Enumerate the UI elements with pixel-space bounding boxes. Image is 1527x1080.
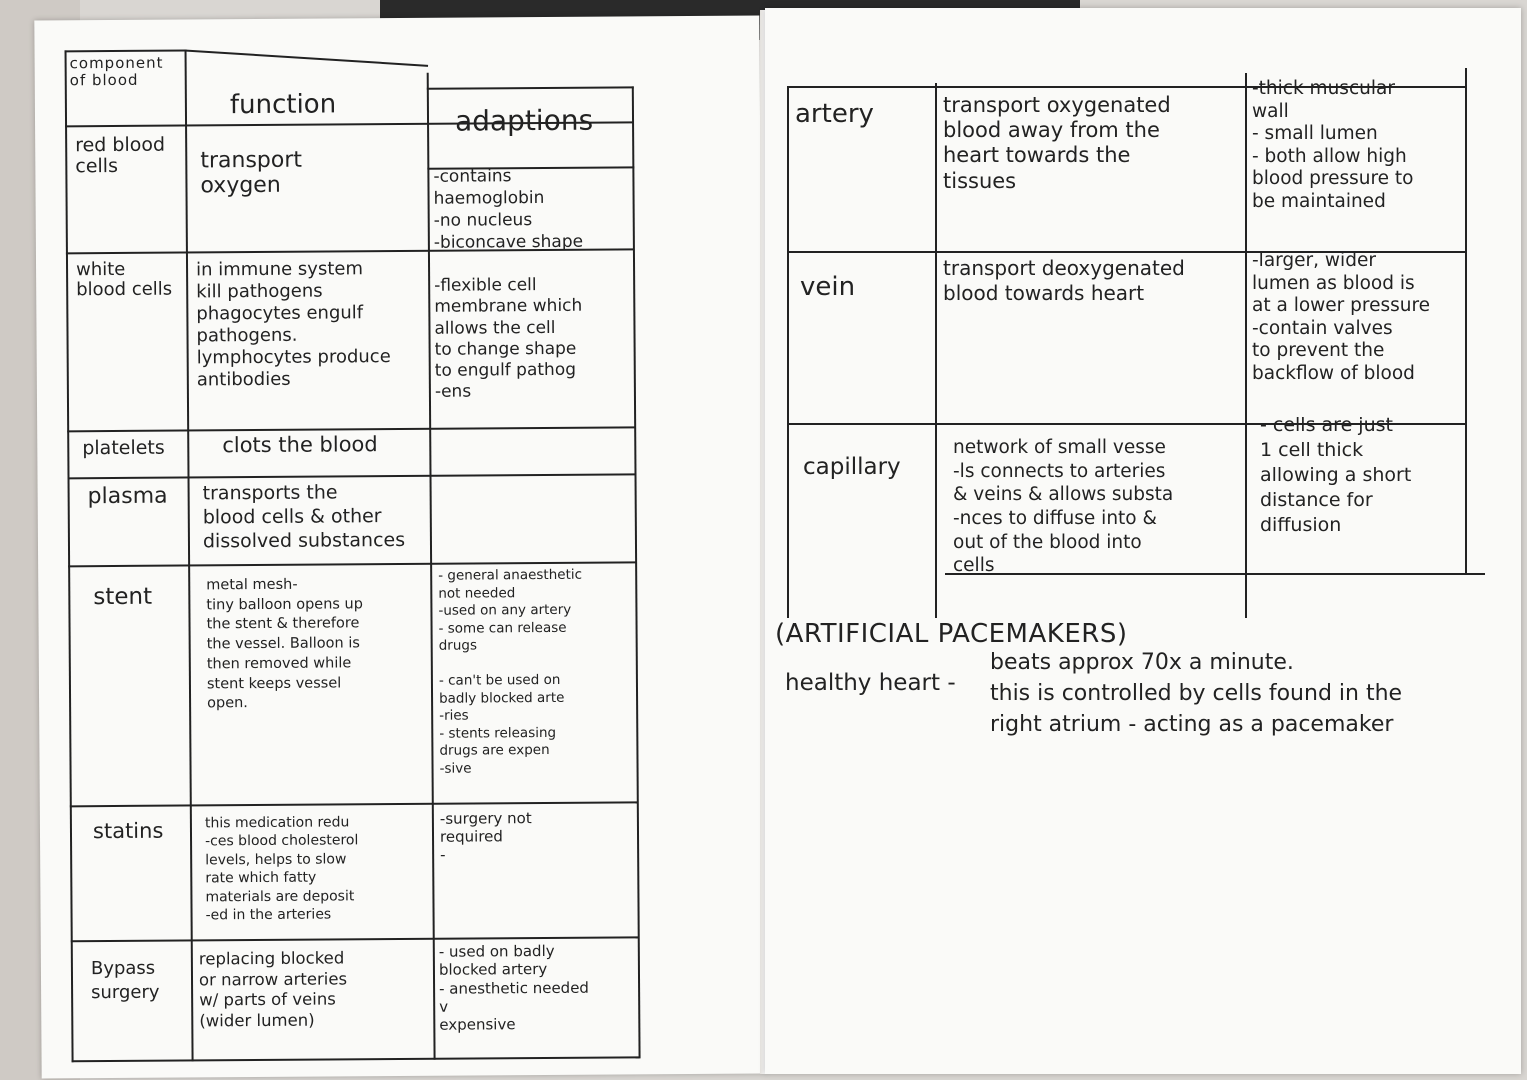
row-divider bbox=[68, 473, 636, 479]
vessel-adaptions: -thick muscular wall - small lumen - both allow high blood pressure to be maintained bbox=[1252, 78, 1414, 212]
table-border bbox=[72, 1056, 640, 1062]
table-divider bbox=[935, 83, 937, 618]
row-function: replacing blocked or narrow arteries w/ parts of veins (wider lumen) bbox=[198, 948, 348, 1031]
row-adaptions: - general anaesthetic not needed -used on any artery - some can release drugs - can't be used on badly blocked arte -ries - stents releasing drugs are expen -sive bbox=[438, 566, 583, 777]
pacemakers-heading: (ARTIFICIAL PACEMAKERS) bbox=[775, 619, 1128, 649]
row-component: platelets bbox=[82, 436, 165, 460]
pacemakers-text: beats approx 70x a minute. this is controlled by cells found in the right atrium - acting as a pacemaker bbox=[990, 650, 1403, 737]
table-divider bbox=[1245, 73, 1247, 618]
vessel-name: vein bbox=[800, 272, 856, 302]
row-adaptions: -surgery not required - bbox=[439, 809, 532, 864]
left-notebook-page bbox=[34, 15, 766, 1078]
vessel-name: artery bbox=[795, 99, 874, 129]
row-adaptions: -contains haemoglobin -no nucleus -biconcave shape bbox=[433, 166, 584, 254]
table-border bbox=[427, 86, 634, 89]
row-component: plasma bbox=[87, 483, 168, 510]
vessel-function: network of small vesse -ls connects to arteries & veins & allows substa -nces to diffuse into & out of the blood into cells bbox=[953, 437, 1174, 577]
pacemakers-label: healthy heart - bbox=[785, 670, 956, 696]
row-adaptions: -flexible cell membrane which allows the cell to change shape to engulf pathog -ens bbox=[434, 275, 583, 403]
vessel-adaptions: - cells are just 1 cell thick allowing a short distance for diffusion bbox=[1260, 414, 1412, 537]
header-function: function bbox=[229, 89, 337, 121]
table-border bbox=[65, 50, 74, 1062]
header-component: component of blood bbox=[69, 53, 164, 90]
row-function: clots the blood bbox=[222, 432, 378, 458]
row-component: statins bbox=[92, 818, 164, 844]
vessel-function: transport deoxygenated blood towards heart bbox=[943, 256, 1185, 305]
row-component: Bypass surgery bbox=[90, 957, 160, 1004]
table-border bbox=[65, 49, 187, 52]
table-border bbox=[787, 88, 789, 618]
table-border bbox=[1465, 68, 1467, 573]
row-adaptions: - used on badly blocked artery - anesthetic needed v expensive bbox=[438, 941, 589, 1034]
row-function: in immune system kill pathogens phagocytes engulf pathogens. lymphocytes produce antibodies bbox=[195, 258, 391, 391]
row-function: transports the blood cells & other dissolved substances bbox=[202, 481, 406, 552]
row-function: this medication redu -ces blood cholesterol levels, helps to slow rate which fatty materials are deposit -ed in the arteries bbox=[204, 814, 359, 924]
table-border bbox=[632, 86, 641, 1058]
row-component: white blood cells bbox=[75, 258, 173, 301]
row-divider bbox=[70, 801, 638, 807]
row-function: transport oxygen bbox=[200, 147, 303, 199]
row-component: stent bbox=[93, 583, 153, 611]
row-function: metal mesh- tiny balloon opens up the stent & therefore the vessel. Balloon is then removed while stent keeps vessel open. bbox=[206, 576, 363, 712]
right-notebook-page bbox=[765, 8, 1521, 1074]
vessel-adaptions: -larger, wider lumen as blood is at a lower pressure -contain valves to prevent the backflow of blood bbox=[1252, 250, 1431, 384]
table-border bbox=[184, 49, 428, 66]
vessel-name: capillary bbox=[803, 454, 901, 480]
vessel-function: transport oxygenated blood away from the heart towards the tissues bbox=[943, 93, 1171, 193]
row-component: red blood cells bbox=[75, 133, 166, 178]
header-adaptions: adaptions bbox=[454, 103, 594, 138]
table-divider bbox=[185, 49, 194, 1061]
